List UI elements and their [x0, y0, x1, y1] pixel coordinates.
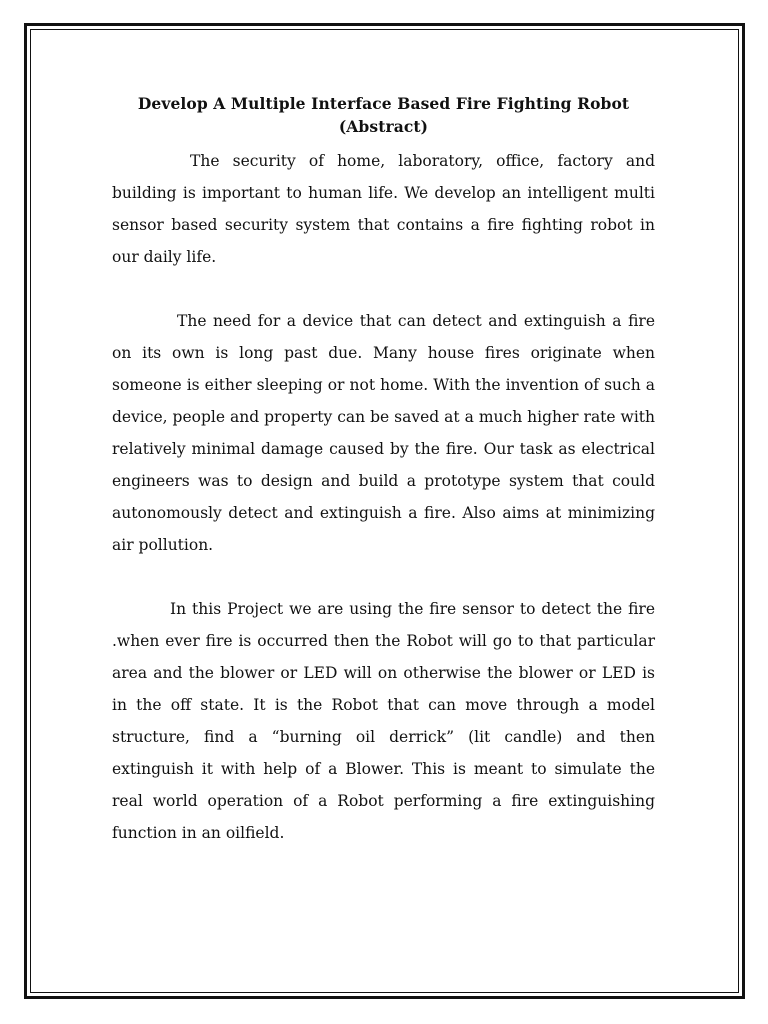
paragraph-3: In this Project we are using the fire sensor to detect the fire .when ever fire is occurred then the Robot will go to that particular area and the blower or LED will on otherwise the blower or LED is in the off state. It is the Robot that can move through a model structure, find a “burning oil derrick” (lit candle) and then extinguish it with help of a Blower. This is meant to simulate the real world operation of a Robot performing a fire extinguishing function in an oilfield. [112, 600, 655, 842]
document-title [112, 92, 655, 138]
title-line-1: Develop A Multiple Interface Based Fire Fighting Robot [137, 94, 630, 113]
title-line-2: (Abstract) [338, 117, 429, 136]
document-body [112, 92, 655, 849]
paragraph-2: The need for a device that can detect and extinguish a fire on its own is long past due. Many house fires originate when someone is either sleeping or not home. With the invention of such a device, people and property can be saved at a much higher rate with relatively minimal damage caused by the fire. Our task as electrical engineers was to design and build a prototype system that could autonomously detect and extinguish a fire. Also aims at minimizing air pollution. [112, 312, 655, 554]
paragraph-1: The security of home, laboratory, office, factory and building is important to human life. We develop an intelligent multi sensor based security system that contains a fire fighting robot in our daily life. [112, 152, 655, 266]
